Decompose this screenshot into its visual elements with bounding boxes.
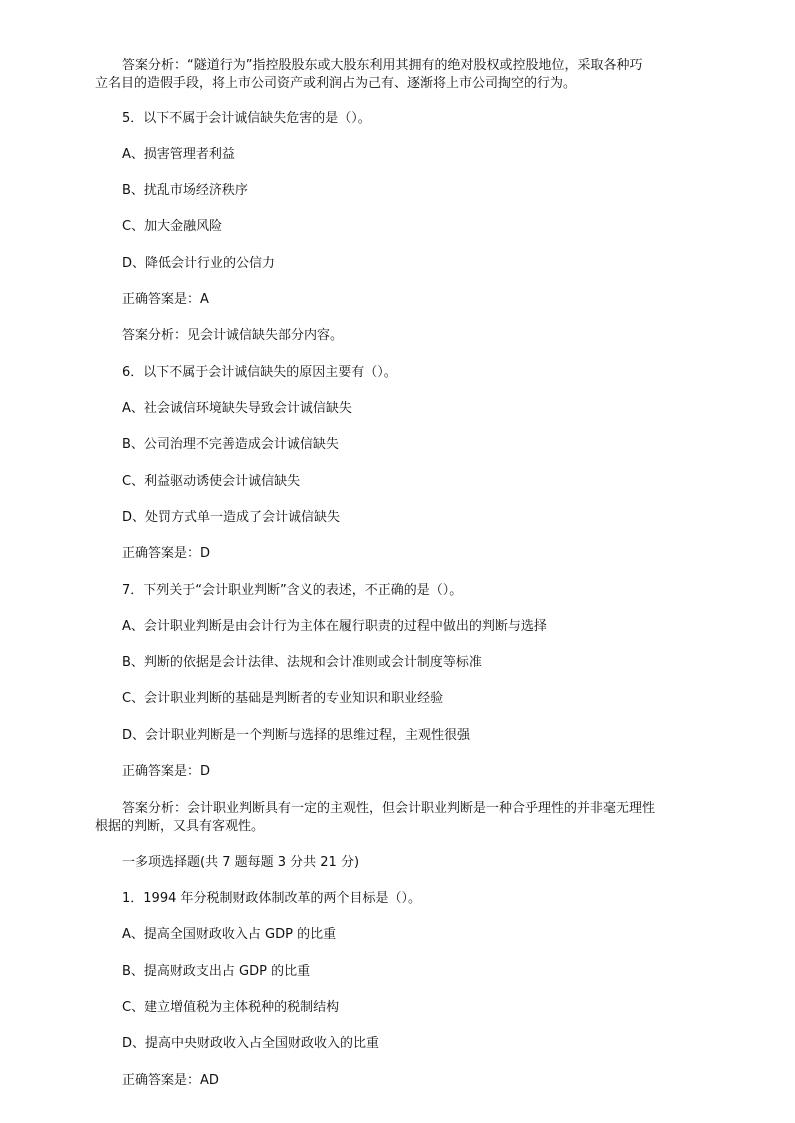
option-c: C、建立增值税为主体税种的税制结构 — [122, 1000, 340, 1015]
option-a: A、提高全国财政收入占 GDP 的比重 — [122, 927, 337, 942]
correct-answer: 正确答案是：D — [122, 546, 211, 561]
option-a: A、会计职业判断是由会计行为主体在履行职责的过程中做出的判断与选择 — [122, 619, 547, 634]
analysis-text-line: 根据的判断，又具有客观性。 — [95, 819, 265, 834]
option-b: B、公司治理不完善造成会计诚信缺失 — [122, 437, 339, 452]
option-d: D、处罚方式单一造成了会计诚信缺失 — [122, 510, 341, 525]
option-c: C、利益驱动诱使会计诚信缺失 — [122, 474, 301, 489]
option-b: B、判断的依据是会计法律、法规和会计准则或会计制度等标准 — [122, 655, 482, 670]
question-stem: 6．以下不属于会计诚信缺失的原因主要有（）。 — [122, 365, 397, 380]
correct-answer: 正确答案是：D — [122, 764, 211, 779]
option-d: D、会计职业判断是一个判断与选择的思维过程，主观性很强 — [122, 728, 471, 743]
option-d: D、提高中央财政收入占全国财政收入的比重 — [122, 1036, 380, 1051]
option-a: A、社会诚信环境缺失导致会计诚信缺失 — [122, 401, 352, 416]
correct-answer: 正确答案是：AD — [122, 1073, 219, 1088]
question-stem: 5．以下不属于会计诚信缺失危害的是（）。 — [122, 111, 371, 126]
question-stem: 7．下列关于“会计职业判断”含义的表述，不正确的是（）。 — [122, 583, 463, 598]
analysis-text-line: 答案分析：会计职业判断具有一定的主观性，但会计职业判断是一种合乎理性的并非毫无理性 — [122, 801, 656, 816]
analysis-paragraph-q7 — [95, 800, 715, 836]
option-b: B、提高财政支出占 GDP 的比重 — [122, 964, 311, 979]
option-a: A、损害管理者利益 — [122, 147, 235, 162]
option-c: C、会计职业判断的基础是判断者的专业知识和职业经验 — [122, 691, 444, 706]
analysis-text-line: 立名目的造假手段，将上市公司资产或利润占为己有、逐渐将上市公司掏空的行为。 — [95, 76, 577, 91]
option-b: B、扰乱市场经济秩序 — [122, 183, 248, 198]
option-c: C、加大金融风险 — [122, 219, 223, 234]
question-stem: 1．1994 年分税制财政体制改革的两个目标是（）。 — [122, 891, 421, 906]
section-title: 一多项选择题(共 7 题每题 3 分共 21 分) — [122, 855, 360, 870]
option-d: D、降低会计行业的公信力 — [122, 256, 276, 271]
correct-answer: 正确答案是：A — [122, 292, 209, 307]
answer-analysis: 答案分析：见会计诚信缺失部分内容。 — [122, 328, 344, 343]
analysis-paragraph-q4 — [95, 57, 715, 93]
analysis-text-line: 答案分析：“隧道行为”指控股股东或大股东利用其拥有的绝对股权或控股地位，采取各种巧 — [122, 58, 643, 73]
